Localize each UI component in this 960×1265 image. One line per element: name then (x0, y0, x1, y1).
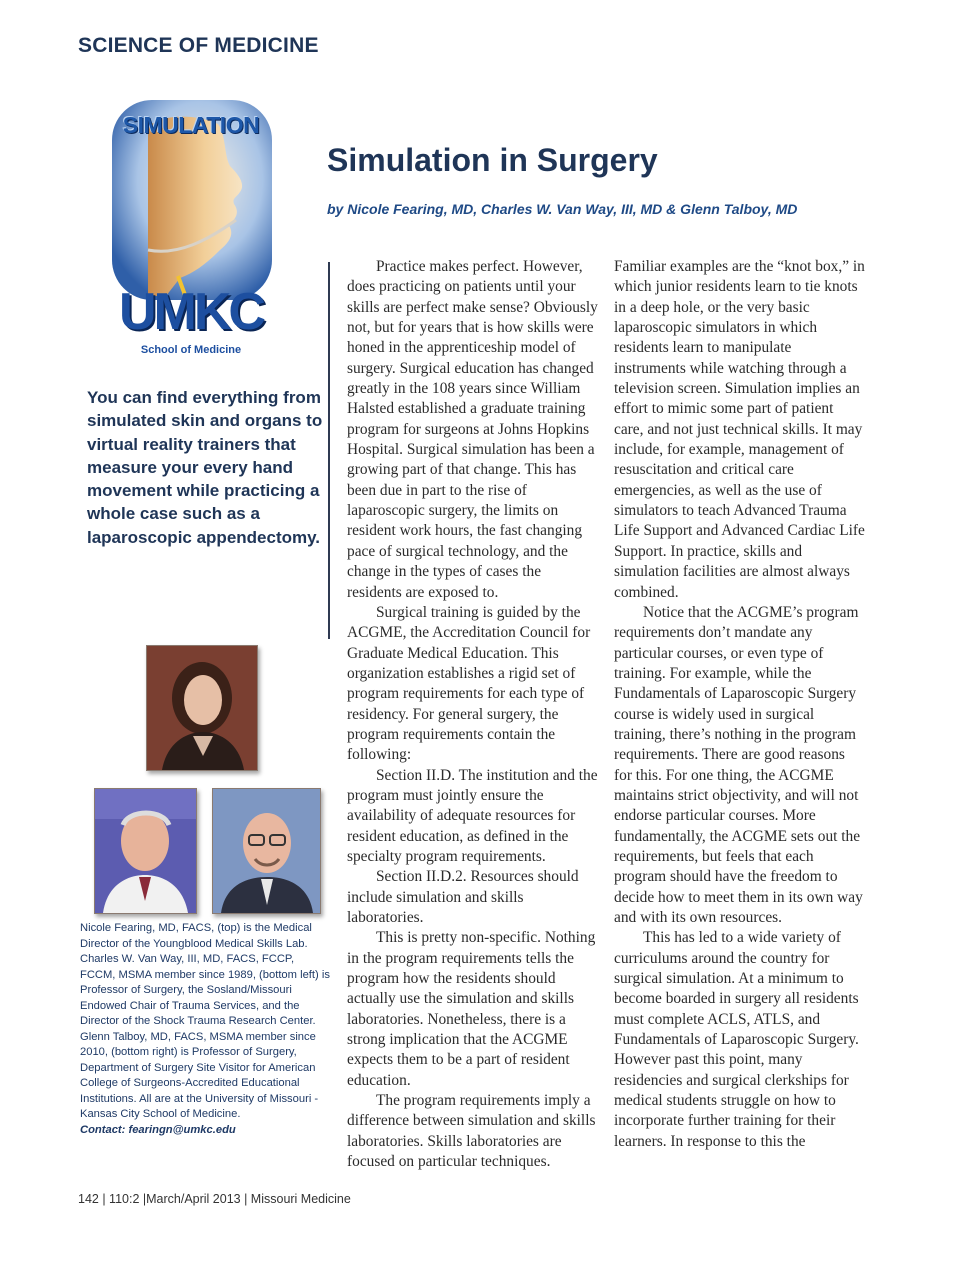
body-column-1 (347, 257, 599, 1172)
section-header: SCIENCE OF MEDICINE (78, 34, 319, 57)
body-paragraph: Practice makes perfect. However, does practicing on patients until your skills are perfect make sense? Obviously not, but for years that is how skills were honed in the apprenticeship model of surgery. Surgical education has changed greatly in the 108 years since William Halsted established a graduate training program for surgeons at Johns Hopkins Hospital. Surgical simulation has been a growing part of that change. This has been due in part to the rise of laparoscopic surgery, the limits on resident work hours, the fast changing pace of surgical technology, and the change in the types of cases the residents are exposed to. (347, 258, 598, 601)
portrait-woman-icon (147, 646, 257, 770)
body-paragraph: Section II.D. The institution and the program must jointly ensure the availability of adequate resources for resident education, as defined in the specialty program requirements. (347, 766, 598, 865)
portrait-man-icon (95, 789, 196, 913)
column-divider (328, 262, 330, 639)
caption-text: Nicole Fearing, MD, FACS, (top) is the Medical Director of the Youngblood Medical Skills Lab. Charles W. Van Way, III, MD, FACS, FCCP, FCCM, MSMA member since 1989, (bottom left) is Professor of Surgery, the Sosland/Missouri Endowed Chair of Trauma Services, and the Director of the Shock Trauma Research Center. Glenn Talboy, MD, FACS, MSMA member since 2010, (bottom right) is Professor of Surgery, Department of Surgery Site Visitor for American College of Surgeons-Accredited Educational Institutions. All are at the University of Missouri - Kansas City School of Medicine. (80, 922, 330, 1120)
author-caption (80, 921, 332, 1138)
body-paragraph: Section II.D.2. Resources should include simulation and skills laboratories. (347, 868, 579, 926)
umkc-simulation-logo (108, 100, 274, 360)
body-column-2 (614, 257, 866, 1152)
body-paragraph: This has led to a wide variety of curriculums around the country for surgical simulation. At a minimum to become boarded in surgery all residents must complete ACLS, ATLS, and Fundamentals of Laparoscopic Surgery. However past this point, many residencies and surgical clerkships for medical students struggle on how to incorporate further training for their learners. In response to this the (614, 929, 859, 1150)
body-paragraph: The program requirements imply a difference between simulation and skills laboratories. Skills laboratories are focused on particular techniques. (347, 1092, 596, 1171)
body-paragraph: Notice that the ACGME’s program requirements don’t mandate any particular courses, or even type of training. For example, while the Fundamentals of Laparoscopic Surgery course is widely used in surgical training, there’s nothing in the program requirements. There are good reasons for this. For one thing, the ACGME maintains strict objectivity, and will not endorse particular courses. More fundamentally, the ACGME sets out the requirements, but feels that each program should have the freedom to decide how to meet them in its own way and with its own resources. (614, 603, 863, 926)
article-title: Simulation in Surgery (327, 142, 658, 178)
article-byline: by Nicole Fearing, MD, Charles W. Van Way, III, MD & Glenn Talboy, MD (327, 201, 798, 217)
body-paragraph: Surgical training is guided by the ACGME, the Accreditation Council for Graduate Medical Education. This organization establishes a rigid set of program requirements for each type of residency. For general surgery, the program requirements contain the following: (347, 603, 591, 764)
logo-simulation-text: SIMULATION (122, 112, 260, 138)
photo-nicole-fearing (146, 645, 258, 771)
photo-charles-van-way (94, 788, 197, 914)
logo-school-text: School of Medicine (140, 344, 242, 356)
logo-umkc-text: UMKC (119, 283, 263, 341)
body-paragraph: This is pretty non-specific. Nothing in the program requirements tells the program how the residents should actually use the simulation and skills laboratories. Nonetheless, there is a strong implication that the ACGME expects them to be a part of resident education. (347, 929, 596, 1089)
photo-glenn-talboy (212, 788, 321, 914)
body-paragraph: Familiar examples are the “knot box,” in which junior residents learn to tie knots in a deep hole, or the very basic laparoscopic simulators in which residents learn to manipulate instruments while watching through a television screen. Simulation implies an effort to mimic some part of patient care, and not just technical skills. It may include, for example, management of resuscitation and critical care emergencies, as well as the use of simulators to teach Advanced Trauma Life Support and Advanced Cardiac Life Support. In practice, skills and simulation facilities are almost always combined. (614, 258, 865, 601)
portrait-man-glasses-icon (213, 789, 320, 913)
page-footer: 142 | 110:2 |March/April 2013 | Missouri Medicine (78, 1192, 351, 1206)
caption-contact: Contact: fearingn@umkc.edu (80, 1123, 236, 1136)
pull-quote: You can find everything from simulated skin and organs to virtual reality trainers that measure your every hand movement while practicing a whole case such as a laparoscopic appendectomy. (87, 388, 323, 547)
